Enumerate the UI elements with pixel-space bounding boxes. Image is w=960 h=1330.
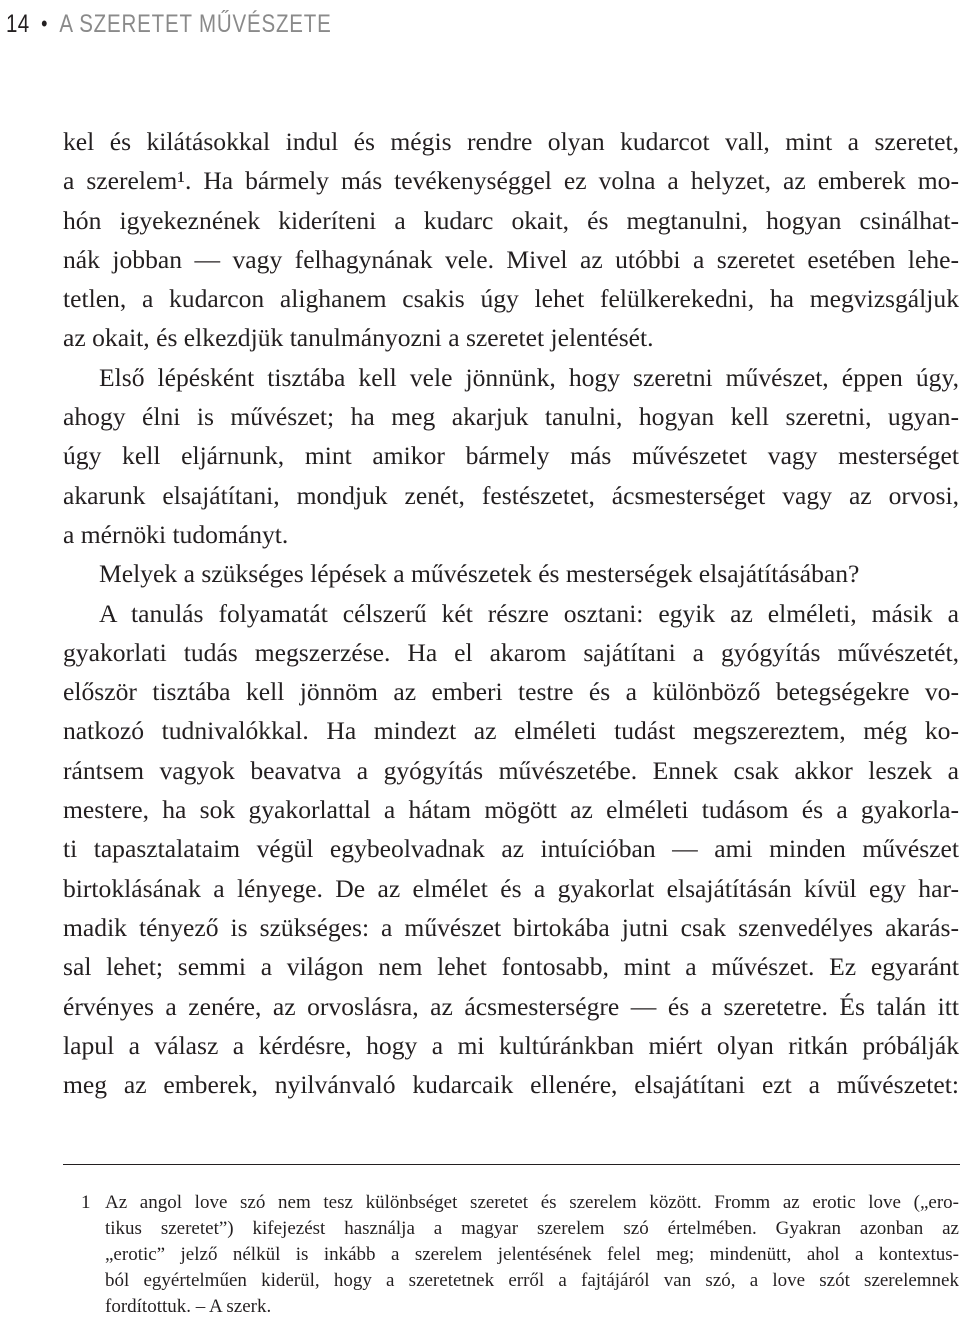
footnote-line: Az angol love szó nem tesz különbséget szeretet és szerelem között. Fromm az erotic love („ero-	[105, 1192, 959, 1213]
text-line: rántsem vagyok beavatva a gyógyítás művészetébe. Ennek csak akkor leszek a	[63, 755, 959, 785]
text-line: a szerelem¹. Ha bármely más tevékenységgel ez volna a helyzet, az emberek mo-	[63, 166, 959, 196]
text-line: lapul a válasz a kérdésre, hogy a mi kultúránkban miért olyan ritkán próbálják	[63, 1030, 959, 1060]
page-number: 14	[6, 9, 30, 38]
text-line: úgy kell eljárnunk, mint amikor bármely más művészetet vagy mesterséget	[63, 441, 959, 471]
text-line: Első lépésként tisztába kell vele jönnünk, hogy szeretni művészet, éppen úgy,	[99, 362, 959, 392]
footnote-line: ból egyértelműen kiderül, hogy a szeretetnek erről a fajtájáról van szó, a love szót szerelemnek	[105, 1270, 959, 1291]
text-line: ahogy élni is művészet; ha meg akarjuk tanulni, hogyan kell szeretni, ugyan-	[63, 402, 959, 432]
book-title: A SZERETET MŰVÉSZETE	[59, 9, 332, 38]
main-text	[63, 122, 959, 1104]
text-line: akarunk elsajátítani, mondjuk zenét, festészetet, ácsmesterséget vagy az orvosi,	[63, 480, 959, 510]
footnote	[63, 1190, 959, 1320]
text-line: érvényes a zenére, az orvoslásra, az ácsmesterségre — és a szeretetre. És talán itt	[63, 991, 959, 1021]
text-line: A tanulás folyamatát célszerű két részre osztani: egyik az elméleti, másik a	[99, 598, 959, 628]
text-line: kel és kilátásokkal indul és mégis rendre olyan kudarcot vall, mint a szeretet,	[63, 127, 959, 156]
text-line: birtoklásának a lényege. De az elmélet és a gyakorlat elsajátításán kívül egy har-	[63, 873, 959, 903]
text-line: ti tapasztalataim végül egybeolvadnak az intuícióban — ami minden művészet	[63, 834, 959, 864]
text-line: először tisztába kell jönnöm az emberi testre és a különböző betegségekre vo-	[63, 677, 959, 707]
header-bullet: •	[41, 11, 48, 36]
footnote-line: tikus szeretet”) kifejezést használja a magyar szerelem szó értelmében. Gyakran azonban az	[105, 1218, 959, 1239]
text-line: meg az emberek, nyilvánvaló kudarcaik ellenére, elsajátítani ezt a művészetet:	[63, 1070, 959, 1100]
running-header	[6, 4, 332, 44]
text-line: hón igyekeznének kideríteni a kudarc okait, és megtanulni, hogyan csinálhat-	[63, 205, 959, 235]
text-line: a mérnöki tudományt.	[63, 519, 289, 549]
text-line: gyakorlati tudás megszerzése. Ha el akarom sajátítani a gyógyítás művészetét,	[63, 637, 959, 667]
text-line: az okait, és elkezdjük tanulmányozni a szeretet jelentését.	[63, 323, 654, 353]
text-line: natkozó tudnivalókkal. Ha mindezt az elméleti tudást megszereztem, még ko-	[63, 716, 959, 746]
text-line: tetlen, a kudarcon alighanem csakis úgy lehet felülkerekedni, ha megvizsgáljuk	[63, 284, 959, 314]
text-line: nák jobban — vagy felhagynának vele. Mivel az utóbbi a szeretet esetében lehe-	[63, 244, 959, 274]
footnote-line: fordítottuk. – A szerk.	[105, 1296, 272, 1317]
text-line: madik tényező is szükséges: a művészet birtokába jutni csak szenvedélyes akarás-	[63, 912, 959, 942]
text-line: Melyek a szükséges lépések a művészetek és mesterségek elsajátításában?	[99, 559, 860, 589]
text-line: mestere, ha sok gyakorlattal a hátam mögött az elméleti tudásom és a gyakorla-	[63, 795, 959, 825]
footnote-divider	[63, 1164, 960, 1165]
footnote-line: „erotic” jelző nélkül is inkább a szerelem jelentésének felel meg; mindenütt, ahol a kontextus-	[105, 1244, 959, 1265]
text-line: sal lehet; semmi a világon nem lehet fontosabb, mint a művészet. Ez egyaránt	[63, 952, 959, 982]
footnote-number: 1	[81, 1192, 91, 1213]
